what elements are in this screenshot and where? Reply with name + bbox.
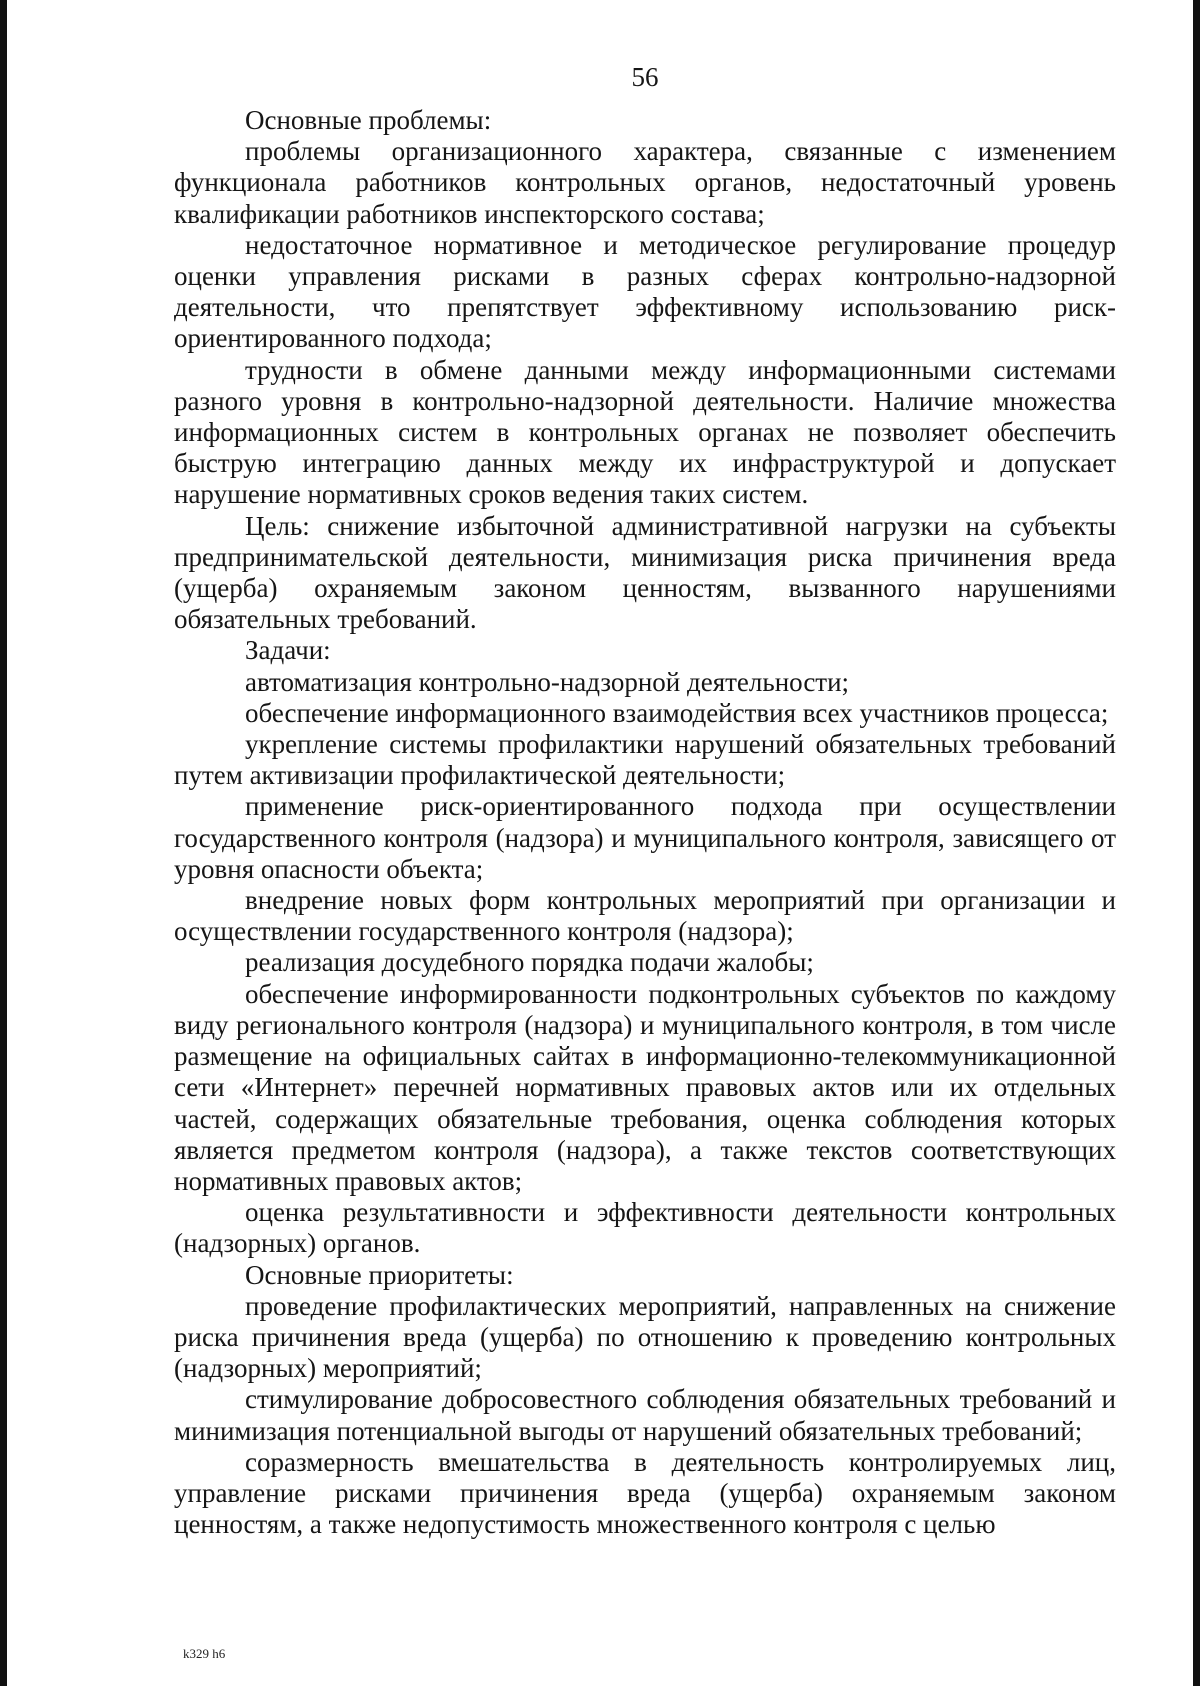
footer-document-code: k329 h6 — [183, 1646, 226, 1661]
page-number: 56 — [631, 62, 659, 92]
paragraph: соразмерность вмешательства в деятельность контролируемых лиц, управление рисками причинения вреда (ущерба) охраняемым законом ценностям, а также недопустимость множественного контроля с целью — [174, 1446, 1116, 1540]
paragraph: недостаточное нормативное и методическое регулирование процедур оценки управления рисками в разных сферах контрольно-надзорной деятельности, что препятствует эффективному использованию риск-ориентированного подхода; — [174, 229, 1116, 354]
paragraph-tasks-heading: Задачи: — [245, 635, 331, 666]
paragraph-goal: Цель: снижение избыточной административной нагрузки на субъекты предпринимательской деятельности, минимизация риска причинения вреда (ущерба) охраняемым законом ценностям, вызванного нарушениями обязательных требований. — [174, 510, 1116, 635]
paragraph-priorities-heading: Основные приоритеты: — [245, 1259, 514, 1290]
paragraph: трудности в обмене данными между информационными системами разного уровня в контрольно-надзорной деятельности. Наличие множества информационных систем в контрольных органах не позволяет обеспечить быструю интеграцию данных между их инфраструктурой и допускает нарушение нормативных сроков ведения таких систем. — [174, 354, 1116, 510]
paragraph: реализация досудебного порядка подачи жалобы; — [245, 947, 814, 978]
paragraph: проведение профилактических мероприятий, направленных на снижение риска причинения вреда (ущерба) по отношению к проведению контрольных (надзорных) мероприятий; — [174, 1290, 1116, 1384]
document-body — [174, 105, 1116, 1540]
paragraph: применение риск-ориентированного подхода при осуществлении государственного контроля (надзора) и муниципального контроля, зависящего от уровня опасности объекта; — [174, 791, 1116, 884]
paragraph: проблемы организационного характера, связанные с изменением функционала работников контрольных органов, недостаточный уровень квалификации работников инспекторского состава; — [174, 136, 1116, 229]
paragraph: автоматизация контрольно-надзорной деятельности; — [245, 666, 850, 697]
paragraph: внедрение новых форм контрольных мероприятий при организации и осуществлении государственного контроля (надзора); — [174, 885, 1116, 947]
scan-border-right — [1193, 0, 1200, 1686]
paragraph: обеспечение информационного взаимодействия всех участников процесса; — [245, 697, 1109, 728]
paragraph-problems-heading: Основные проблемы: — [245, 105, 492, 135]
paragraph: укрепление системы профилактики нарушений обязательных требований путем активизации профилактической деятельности; — [174, 729, 1116, 791]
paragraph: стимулирование добросовестного соблюдения обязательных требований и минимизация потенциальной выгоды от нарушений обязательных требований; — [174, 1384, 1116, 1446]
paragraph: оценка результативности и эффективности деятельности контрольных (надзорных) органов. — [174, 1197, 1116, 1259]
scan-border-left — [0, 0, 7, 1686]
paragraph: обеспечение информированности подконтрольных субъектов по каждому виду регионального контроля (надзора) и муниципального контроля, в том числе размещение на официальных сайтах в информационно-телекоммуникационной сети «Интернет» перечней нормативных правовых актов или их отдельных частей, содержащих обязательные требования, оценка соблюдения которых является предметом контроля (надзора), а также текстов соответствующих нормативных правовых актов; — [174, 978, 1116, 1196]
